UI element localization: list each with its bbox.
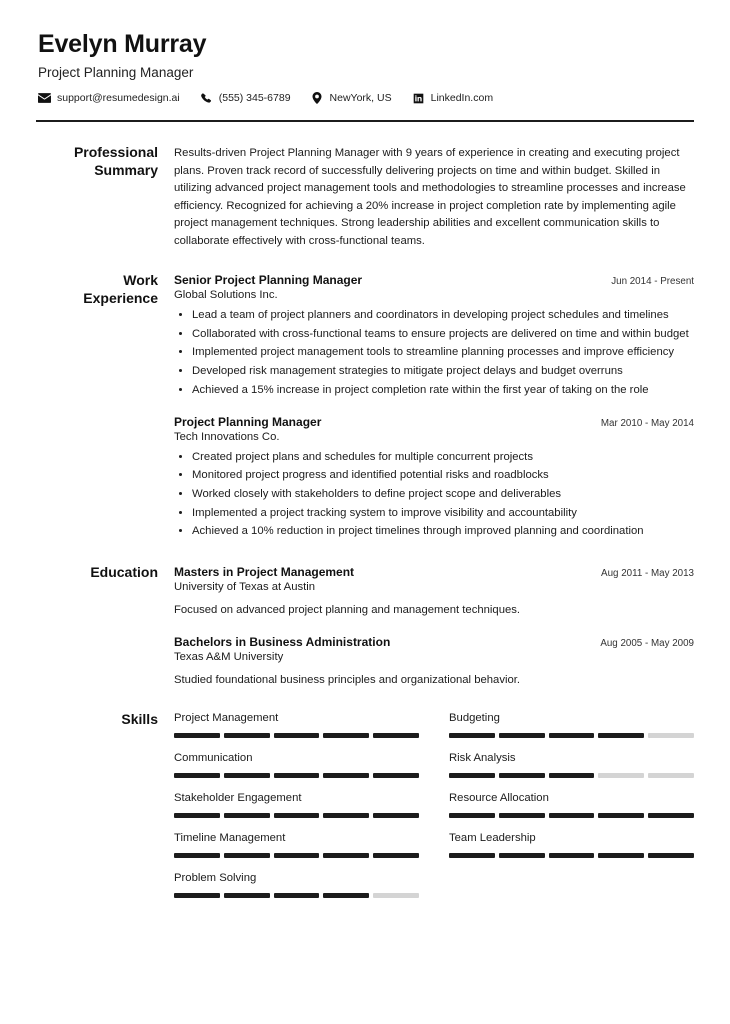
- section-work-experience: [36, 272, 694, 542]
- section-body-education: [174, 564, 694, 689]
- skill-name: Project Management: [174, 712, 279, 725]
- skill-name: Problem Solving: [174, 872, 257, 885]
- education-date: Aug 2011 - May 2013: [601, 568, 694, 580]
- experience-org: Tech Innovations Co.: [174, 430, 280, 443]
- education-entry-head: [174, 635, 694, 649]
- skill-level-segment: [174, 813, 220, 818]
- section-label-skills: [36, 711, 174, 729]
- skill-level-segment: [323, 733, 369, 738]
- skill-level-segment: [224, 773, 270, 778]
- experience-bullet: • Monitored project progress and identified potential risks and roadblocks: [192, 467, 694, 484]
- skill-level-segment: [323, 893, 369, 898]
- skill-name: Resource Allocation: [449, 792, 549, 805]
- education-entry: [174, 565, 694, 619]
- skill-level-segment: [499, 733, 545, 738]
- experience-title: Senior Project Planning Manager: [174, 273, 363, 287]
- skill-item: [449, 792, 694, 832]
- summary-text: Results-driven Project Planning Manager with 9 years of experience in creating and executing project plans. Proven track record of successfully delivering projects on time and within budget. Skilled in utilizing advanced project management tools and methodologies to streamline processes and increase efficiency. Recognized for achieving a 20% increase in project completion rate by implementing agile project management techniques. Strong leadership abilities and excellent communication skills to collaborate effectively with cross-functional teams.: [174, 147, 686, 247]
- experience-entry: [174, 415, 694, 541]
- experience-title: Project Planning Manager: [174, 414, 322, 429]
- section-label-summary: [36, 144, 174, 179]
- education-description: Focused on advanced project planning and management techniques.: [174, 604, 521, 617]
- section-education: [36, 564, 694, 689]
- header-divider: [36, 120, 694, 122]
- skill-item: [174, 832, 419, 872]
- skill-level-segment: [549, 813, 595, 818]
- location-icon: [311, 92, 324, 104]
- education-entry-head: [174, 565, 694, 579]
- skill-level-segment: [274, 813, 320, 818]
- experience-org: Global Solutions Inc.: [174, 289, 278, 301]
- skill-level-segment: [224, 853, 270, 858]
- skill-name: Risk Analysis: [449, 752, 516, 765]
- section-label-education-line1: Education: [90, 564, 158, 581]
- skill-level-segment: [598, 813, 644, 818]
- skill-level-segment: [373, 853, 419, 858]
- skill-level-segment: [373, 733, 419, 738]
- experience-entry: [174, 273, 694, 399]
- skill-level-segment: [648, 853, 694, 858]
- skill-name: Budgeting: [449, 712, 500, 725]
- skill-level-segment: [274, 773, 320, 778]
- skill-level-bar: [174, 773, 419, 778]
- skill-item: [449, 752, 694, 792]
- skill-level-bar: [449, 813, 694, 818]
- education-school: University of Texas at Austin: [174, 581, 316, 594]
- section-professional-summary: [36, 144, 694, 250]
- contact-phone[interactable]: [200, 92, 291, 104]
- skill-level-segment: [174, 893, 220, 898]
- skill-level-segment: [323, 813, 369, 818]
- section-label-skills-line1: Skills: [121, 711, 158, 728]
- skill-level-segment: [449, 853, 495, 858]
- skill-name: Team Leadership: [449, 832, 536, 845]
- skill-level-bar: [449, 853, 694, 858]
- section-label-experience: [36, 272, 174, 307]
- section-body-experience: [174, 272, 694, 542]
- section-body-skills: [174, 711, 694, 912]
- skill-name: Timeline Management: [174, 832, 286, 845]
- skill-level-segment: [549, 773, 595, 778]
- education-school: Texas A&M University: [174, 651, 284, 664]
- skill-level-bar: [174, 853, 419, 858]
- skill-level-segment: [648, 733, 694, 738]
- skill-level-segment: [323, 773, 369, 778]
- skill-level-segment: [499, 773, 545, 778]
- section-skills: [36, 711, 694, 912]
- experience-bullets: [174, 307, 694, 399]
- experience-bullet: • Implemented project management tools to streamline planning processes and improve efficiency: [192, 344, 694, 361]
- experience-entry-head: [174, 415, 694, 429]
- experience-date: Mar 2010 - May 2014: [600, 417, 694, 429]
- education-degree: Bachelors in Business Administration: [174, 635, 391, 650]
- contact-row: [38, 92, 694, 104]
- section-label-summary-line2: Summary: [94, 161, 158, 178]
- candidate-role: Project Planning Manager: [38, 65, 194, 80]
- contact-linkedin-text: LinkedIn.com: [430, 91, 494, 104]
- experience-bullet: • Achieved a 10% reduction in project timelines through improved planning and coordination: [192, 523, 694, 540]
- skill-item: [174, 752, 419, 792]
- skill-level-segment: [174, 773, 220, 778]
- skill-level-segment: [224, 813, 270, 818]
- experience-date: Jun 2014 - Present: [611, 276, 694, 287]
- skill-item: [174, 712, 419, 752]
- skill-level-segment: [549, 733, 595, 738]
- skill-item: [449, 712, 694, 752]
- skill-level-segment: [449, 813, 495, 818]
- phone-icon: [200, 92, 213, 104]
- skill-level-segment: [274, 853, 320, 858]
- skill-level-segment: [323, 853, 369, 858]
- skill-item: [449, 832, 694, 872]
- linkedin-icon: [412, 92, 425, 104]
- skill-name: Communication: [174, 752, 253, 765]
- skill-level-segment: [499, 853, 545, 858]
- skill-level-segment: [598, 733, 644, 738]
- section-body-summary: [174, 144, 694, 250]
- contact-location[interactable]: [311, 92, 392, 104]
- skill-level-segment: [224, 893, 270, 898]
- skill-level-segment: [449, 773, 495, 778]
- skill-level-segment: [598, 853, 644, 858]
- email-icon: [38, 92, 51, 104]
- skill-level-segment: [274, 733, 320, 738]
- experience-bullet: • Created project plans and schedules for multiple concurrent projects: [192, 449, 694, 466]
- skill-level-bar: [449, 733, 694, 738]
- skill-level-segment: [648, 813, 694, 818]
- section-label-experience-line2: Experience: [83, 289, 158, 306]
- experience-bullets: [174, 449, 694, 541]
- skill-level-segment: [274, 893, 320, 898]
- section-label-summary-line1: Professional: [73, 144, 158, 160]
- section-label-experience-line1: Work: [123, 272, 158, 288]
- contact-phone-text: (555) 345-6789: [218, 91, 291, 104]
- skill-level-segment: [549, 853, 595, 858]
- experience-bullet: • Achieved a 15% increase in project completion rate within the first year of taking on the role: [192, 382, 694, 399]
- experience-bullet: • Collaborated with cross-functional teams to ensure projects are delivered on time and within budget: [192, 326, 694, 343]
- skill-level-segment: [598, 773, 644, 778]
- skill-level-segment: [224, 733, 270, 738]
- contact-location-text: NewYork, US: [329, 91, 392, 104]
- skill-item: [174, 792, 419, 832]
- experience-bullet: • Developed risk management strategies to mitigate project delays and budget overruns: [192, 363, 694, 380]
- skill-level-segment: [449, 733, 495, 738]
- experience-bullet: • Lead a team of project planners and coordinators in developing project schedules and timelines: [192, 307, 694, 324]
- education-date: Aug 2005 - May 2009: [600, 638, 694, 650]
- candidate-name: Evelyn Murray: [38, 30, 207, 58]
- contact-linkedin[interactable]: [412, 92, 493, 104]
- skill-level-bar: [449, 773, 694, 778]
- section-label-education: [36, 564, 174, 582]
- education-degree: Masters in Project Management: [174, 565, 355, 580]
- resume-header: [36, 30, 694, 104]
- skill-level-bar: [174, 893, 419, 898]
- skill-level-segment: [174, 853, 220, 858]
- skill-level-segment: [648, 773, 694, 778]
- experience-entry-head: [174, 273, 694, 287]
- education-entry: [174, 635, 694, 689]
- skill-level-segment: [174, 733, 220, 738]
- skill-level-segment: [373, 773, 419, 778]
- skill-level-segment: [373, 813, 419, 818]
- experience-bullet: • Worked closely with stakeholders to define project scope and deliverables: [192, 486, 694, 503]
- skill-level-bar: [174, 733, 419, 738]
- skill-level-segment: [373, 893, 419, 898]
- skills-grid: [174, 712, 694, 912]
- contact-email[interactable]: [38, 92, 180, 104]
- education-description: Studied foundational business principles and organizational behavior.: [174, 674, 521, 687]
- experience-bullet: • Implemented a project tracking system to improve visibility and accountability: [192, 505, 694, 522]
- skill-item: [174, 872, 419, 912]
- skill-name: Stakeholder Engagement: [174, 792, 302, 805]
- skill-level-segment: [499, 813, 545, 818]
- skill-level-bar: [174, 813, 419, 818]
- contact-email-text: support@resumedesign.ai: [57, 91, 180, 104]
